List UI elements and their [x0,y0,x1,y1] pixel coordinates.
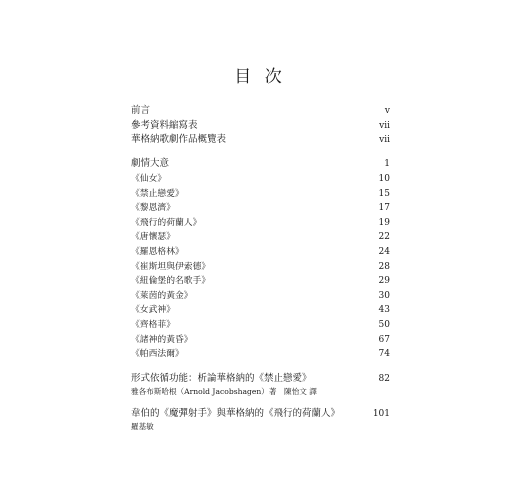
toc-entry-work [131,273,390,288]
toc-entry-page: 19 [378,217,390,228]
toc-entry-essay [131,370,390,384]
toc-entry-page: v [384,106,390,116]
toc-entry-label: 《女武神》 [131,305,175,316]
essay-entry-1 [131,370,390,397]
toc-entry-label: 《齊格菲》 [131,319,175,330]
toc-entry-label: 華格納歌劇作品概覽表 [131,134,227,145]
toc-entry-label: 形式依循功能：析論華格納的《禁止戀愛》 [131,373,312,384]
toc-entry-label: 參考資料縮寫表 [131,119,198,131]
synopsis-section [131,155,390,361]
toc-entry-label: 《羅恩格林》 [131,246,184,257]
toc-entry-label: 《帕西法爾》 [131,349,184,360]
toc-entry-page: 67 [378,334,390,345]
essay-entry-2 [131,405,390,432]
front-matter-section [131,102,390,146]
toc-entry-work [131,171,390,186]
toc-entry-label: 前言 [131,105,151,116]
toc-entry-label: 韋伯的《魔彈射手》與華格納的《飛行的荷蘭人》 [131,408,341,419]
toc-entry-page: 28 [378,261,390,272]
toc-entry-work [131,288,390,303]
page-title: 目 次 [234,67,286,87]
toc-entry-page: 101 [372,409,390,419]
toc-entry-page: 24 [378,246,390,257]
toc-entry-work [131,244,390,259]
toc-entry-work [131,302,390,317]
toc-entry-page: vii [379,120,390,131]
toc-entry-label: 《唐懷瑟》 [131,232,175,243]
toc-entry-work [131,346,390,361]
toc-entry-label: 劇情大意 [131,158,170,169]
toc-entry-page: 30 [378,290,390,301]
toc-entry-work [131,186,390,201]
toc-entry-page: 17 [378,203,390,214]
toc-entry-work [131,332,390,347]
toc-entry-label: 《禁止戀愛》 [131,188,184,199]
toc-entry-page: 22 [378,232,390,243]
toc-entry-work [131,259,390,274]
toc-entry-label: 《黎恩濟》 [131,203,175,214]
toc-entry-label: 《紐倫堡的名歌手》 [131,276,211,287]
toc-entry-abbreviations [131,117,390,132]
toc-entry-page: 82 [378,374,390,384]
toc-entry-page: 50 [378,319,390,330]
toc-entry-page: 15 [378,188,390,199]
toc-entry-work [131,229,390,244]
toc-entry-synopsis [131,155,390,171]
toc-entry-page: 43 [378,305,390,316]
toc-entry-page: vii [379,135,390,145]
works-list [131,171,390,361]
toc-entry-label: 《仙女》 [131,174,167,184]
toc-entry-label: 《飛行的荷蘭人》 [131,217,202,228]
toc-entry-page: 1 [384,159,390,169]
essay-author: 雅各布斯哈根（Arnold Jacobshagen）著 陳怡文 譯 [131,387,317,396]
toc-entry-page: 74 [378,349,390,360]
essay-author: 羅基敏 [131,422,154,431]
toc-entry-work [131,317,390,332]
toc-entry-label: 《崔斯坦與伊索德》 [131,261,211,272]
toc-entry-label: 《萊茵的黃金》 [131,290,193,301]
toc-entry-work [131,200,390,215]
toc-entry-preface [131,102,390,117]
toc-entry-work [131,215,390,230]
toc-entry-page: 29 [378,276,390,287]
toc-entry-opera-overview [131,131,390,146]
toc-entry-page: 10 [378,174,390,184]
toc-entry-essay [131,405,390,419]
toc-entry-label: 《諸神的黃昏》 [131,334,193,345]
